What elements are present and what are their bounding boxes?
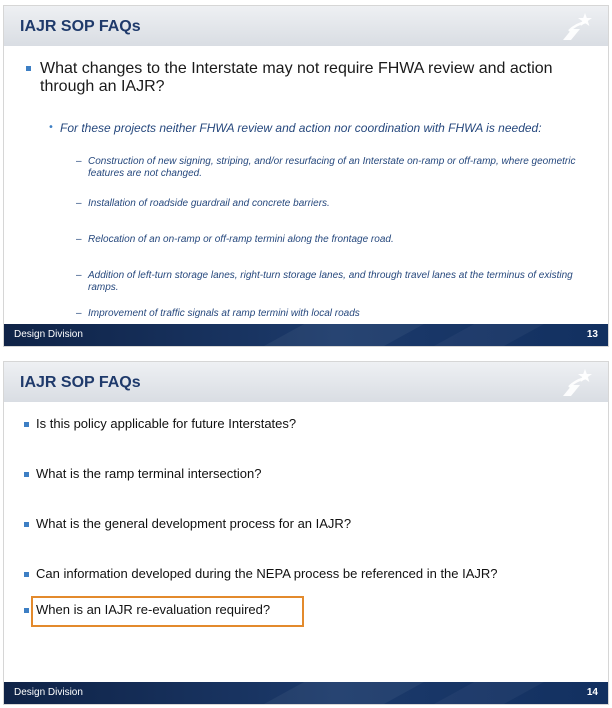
sub-point-text: For these projects neither FHWA review and action nor coordination with FHWA is needed: bbox=[60, 121, 542, 135]
dot-bullet-icon: • bbox=[48, 122, 54, 133]
dash-bullet-icon: – bbox=[76, 156, 82, 167]
footer-texture bbox=[4, 324, 608, 346]
title-bar bbox=[4, 362, 608, 402]
slide-14 bbox=[4, 362, 608, 704]
list-item: Installation of roadside guardrail and concrete barriers. bbox=[88, 198, 330, 209]
square-bullet-icon bbox=[24, 608, 29, 613]
footer bbox=[4, 324, 608, 346]
slide-13 bbox=[4, 6, 608, 346]
dash-bullet-icon: – bbox=[76, 234, 82, 245]
footer-label: Design Division bbox=[14, 329, 83, 340]
faq-question: Is this policy applicable for future Interstates? bbox=[36, 416, 297, 431]
dash-bullet-icon: – bbox=[76, 270, 82, 281]
list-item: Construction of new signing, striping, and/or resurfacing of an Interstate on-ramp or off-ramp, where geometric features are not changed. bbox=[88, 156, 576, 179]
square-bullet-icon bbox=[24, 472, 29, 477]
slide-title: IAJR SOP FAQs bbox=[20, 18, 141, 35]
question-text: What changes to the Interstate may not require FHWA review and action through an IAJR? bbox=[40, 60, 553, 95]
square-bullet-icon bbox=[24, 422, 29, 427]
slide-title: IAJR SOP FAQs bbox=[20, 374, 141, 391]
slide-body bbox=[4, 46, 608, 324]
faq-question: What is the ramp terminal intersection? bbox=[36, 466, 262, 481]
footer bbox=[4, 682, 608, 704]
footer-texture bbox=[4, 682, 608, 704]
page-number: 13 bbox=[586, 329, 598, 340]
txdot-star-logo-icon bbox=[560, 366, 592, 398]
title-bar bbox=[4, 6, 608, 46]
list-item: Relocation of an on-ramp or off-ramp termini along the frontage road. bbox=[88, 234, 394, 245]
slide-body bbox=[4, 402, 608, 682]
square-bullet-icon bbox=[24, 522, 29, 527]
faq-question: Can information developed during the NEPA process be referenced in the IAJR? bbox=[36, 566, 498, 581]
footer-label: Design Division bbox=[14, 687, 83, 698]
txdot-star-logo-icon bbox=[560, 10, 592, 42]
faq-question: What is the general development process for an IAJR? bbox=[36, 516, 352, 531]
page-number: 14 bbox=[586, 687, 598, 698]
dash-bullet-icon: – bbox=[76, 198, 82, 209]
square-bullet-icon bbox=[26, 66, 31, 71]
square-bullet-icon bbox=[24, 572, 29, 577]
highlight-box bbox=[31, 596, 304, 627]
list-item: Addition of left-turn storage lanes, right-turn storage lanes, and through travel lanes at the terminus of existing ramps. bbox=[88, 270, 573, 293]
list-item: Improvement of traffic signals at ramp termini with local roads bbox=[88, 308, 360, 319]
faq-question-highlighted: When is an IAJR re-evaluation required? bbox=[36, 602, 271, 617]
dash-bullet-icon: – bbox=[76, 308, 82, 319]
